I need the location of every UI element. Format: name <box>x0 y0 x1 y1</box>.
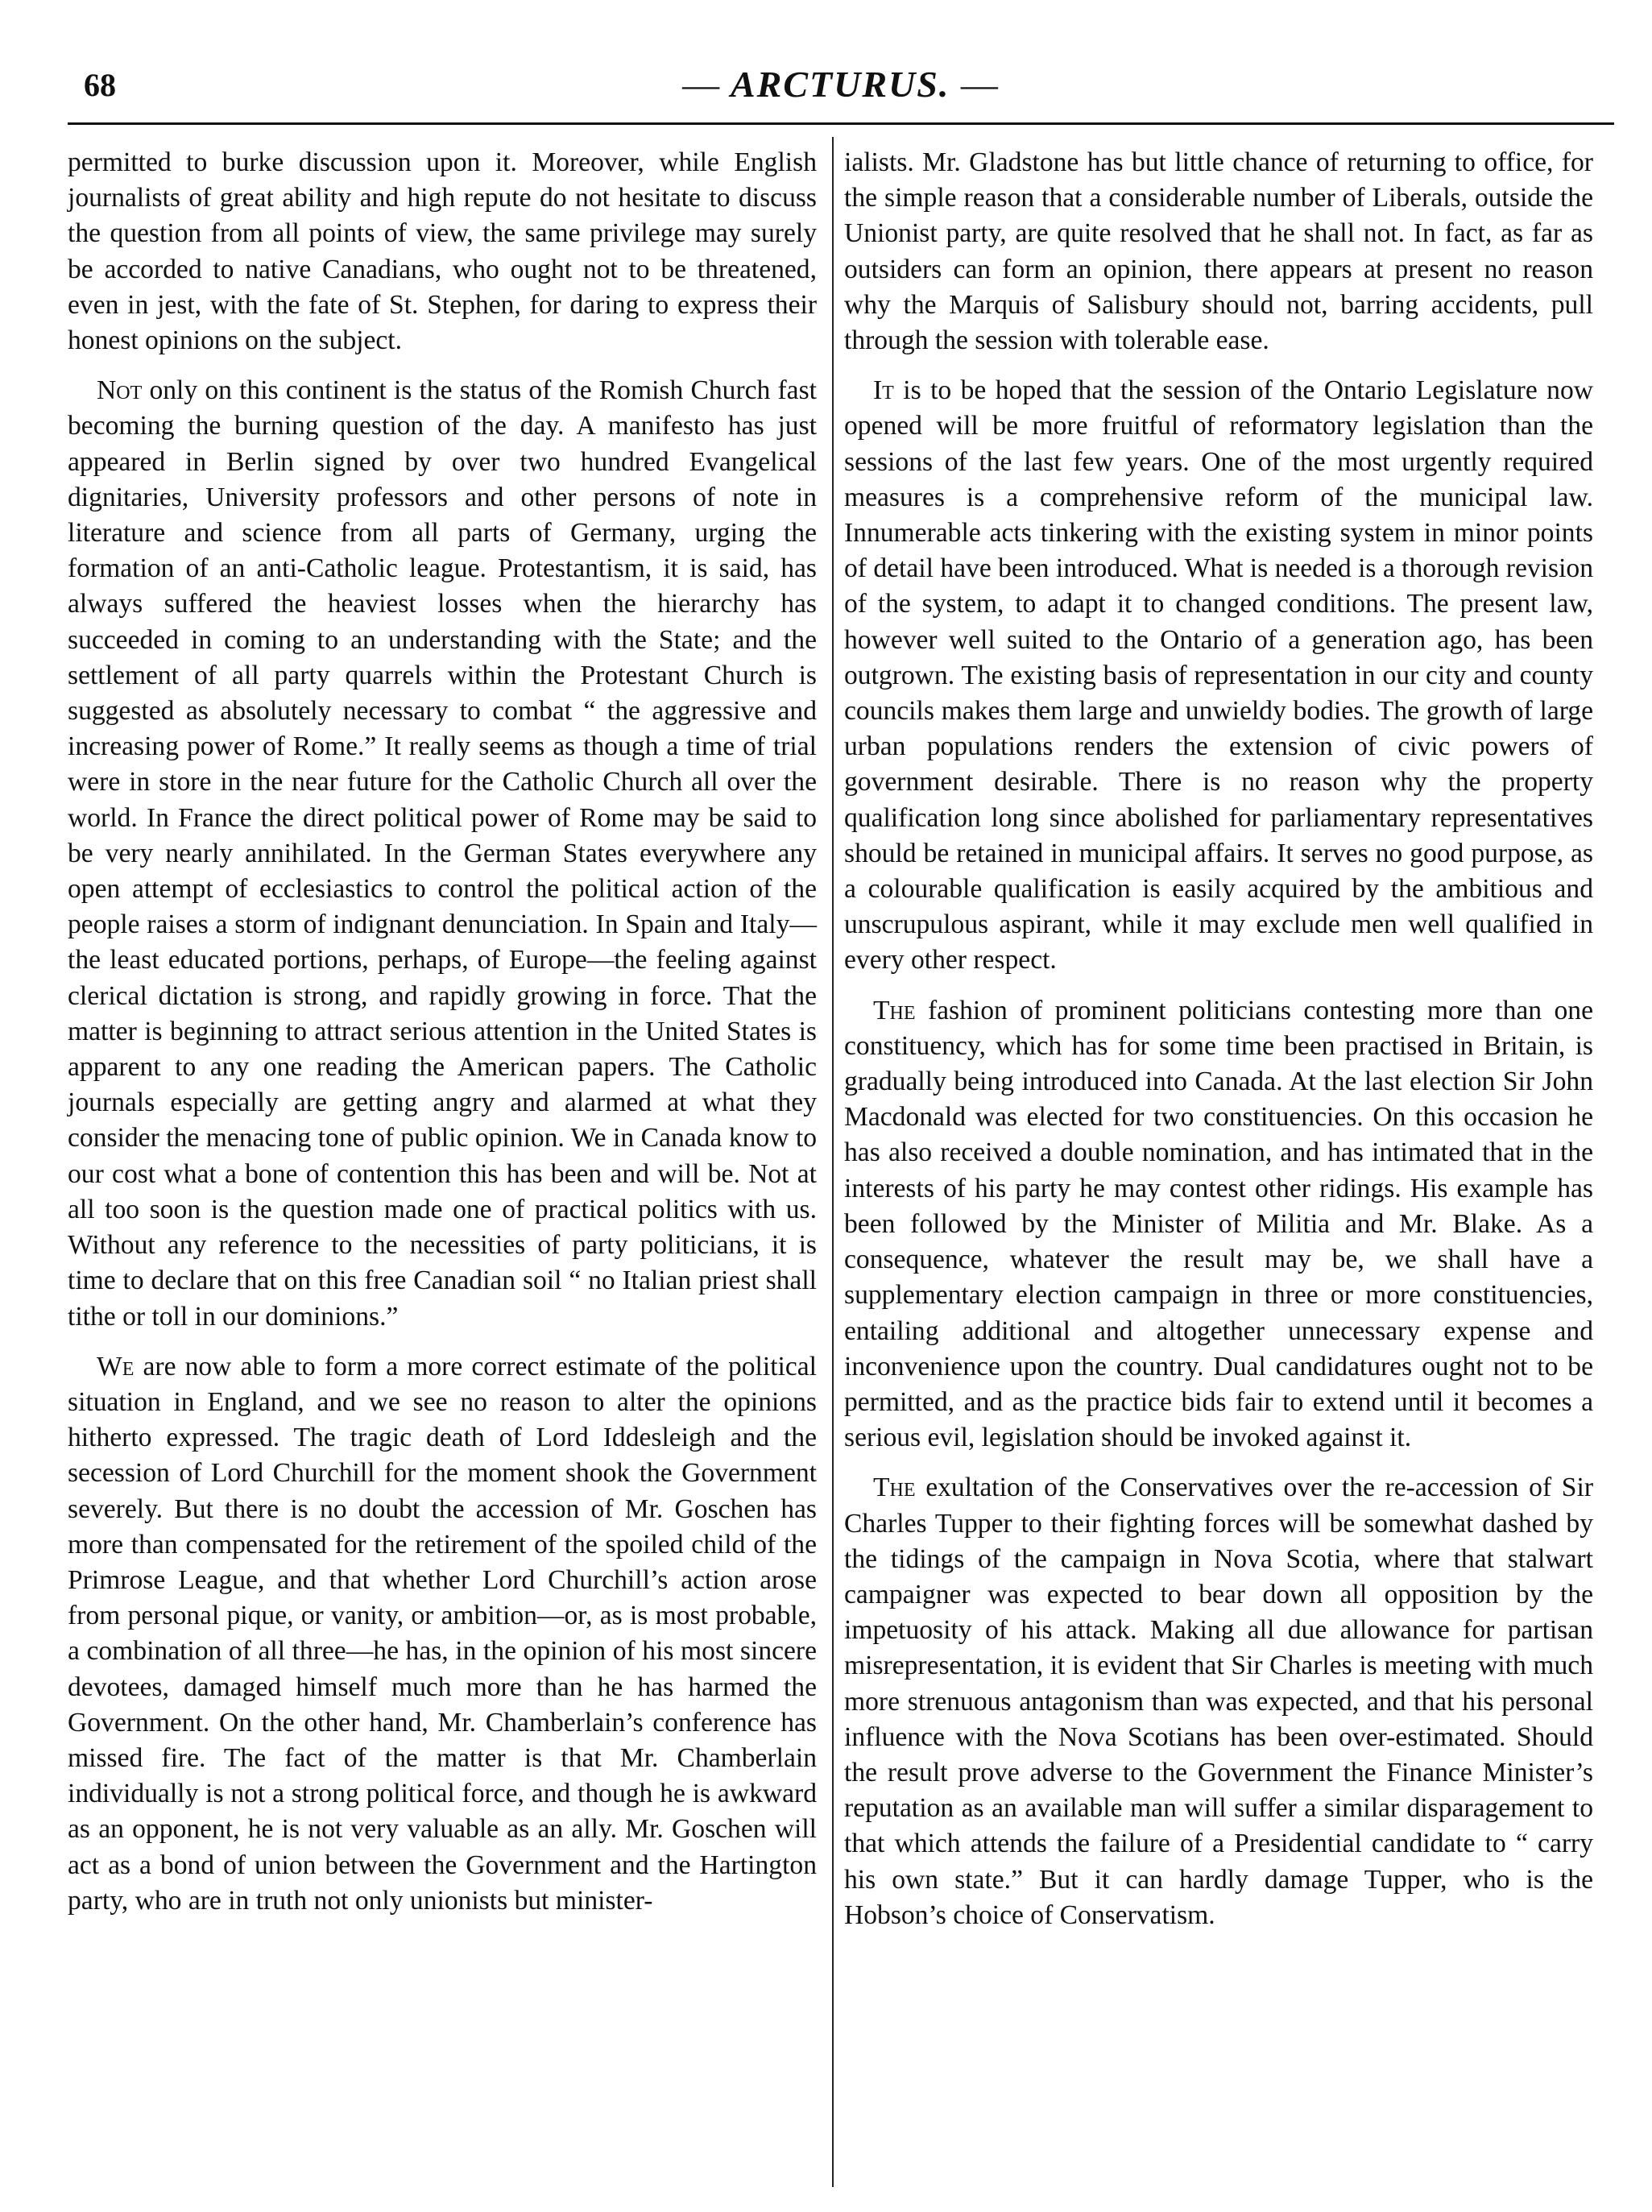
paragraph-left-2 <box>68 373 817 1334</box>
paragraph-lead: It <box>873 375 894 406</box>
paragraph-text: permitted to burke discussion upon it. Moreover, while English journalists of great ability and high repute do not hesitate to discuss the question from all points of view, the same privilege may surely be accorded to native Canadians, who ought not to be threatened, even in jest, with the fate of St. Stephen, for daring to express their honest opinions on the subject. <box>68 147 817 356</box>
paragraph-lead: The <box>873 1473 916 1503</box>
paragraph-text: is to be hoped that the session of the Ontario Legislature now opened will be more fruitful of reformatory legislation than the sessions of the last few years. One of the most urgently required measures is a comprehensive reform of the municipal law. Innumerable acts tinkering with the existing system in minor points of detail have been introduced. What is needed is a thorough revision of the system, to adapt it to changed conditions. The present law, however well suited to the Ontario of a generation ago, has been outgrown. The existing basis of representation in our city and county councils makes them large and unwieldy bodies. The growth of large urban populations renders the extension of civic powers of government desirable. There is no reason why the property qualification long since abolished for parliamentary representatives should be retained in municipal affairs. It serves no good purpose, as a colourable qualification is easily acquired by the ambitious and unscrupulous aspirant, while it may exclude men well qualified in every other respect. <box>844 375 1593 976</box>
title-dash-left: — <box>682 64 722 105</box>
page-number: 68 <box>84 67 116 103</box>
column-divider <box>832 137 834 2187</box>
paragraph-left-3 <box>68 1349 817 1919</box>
publication-title: ARCTURUS. <box>730 64 950 105</box>
paragraph-right-2 <box>844 373 1593 978</box>
title-dash-right: — <box>960 64 1000 105</box>
paragraph-text: fashion of prominent politicians contesting more than one constituency, which has for some time been practised in Britain, is gradually being introduced into Canada. At the last election Sir John Macdonald was elected for two constituencies. On this occasion he has also received a double nomination, and has intimated that in the interests of his party he may contest other ridings. His example has been followed by the Minister of Militia and Mr. Blake. As a consequence, whatever the result may be, we shall have a supplementary election campaign in three or more constituencies, entailing additional and altogether unnecessary expense and inconvenience upon the country. Dual candidatures ought not to be permitted, and as the practice bids fair to extend until it becomes a serious evil, legislation should be invoked against it. <box>844 995 1593 1453</box>
paragraph-text: exultation of the Conservatives over the re-accession of Sir Charles Tupper to their fighting forces will be somewhat dashed by the tidings of the campaign in Nova Scotia, where that stalwart campaigner was expected to bear down all opposition by the impetuosity of his attack. Making all due allowance for partisan misrepresentation, it is evident that Sir Charles is meeting with much more strenuous antagonism than was expected, and that his personal influence with the Nova Scotians has been over-estimated. Should the result prove adverse to the Government the Finance Minister’s reputation as an available man will suffer a similar disparagement to that which attends the failure of a Presidential candidate to “ carry his own state.” But it can hardly damage Tupper, who is the Hobson’s choice of Conservatism. <box>844 1473 1593 1930</box>
left-column <box>68 145 817 2175</box>
paragraph-text: only on this continent is the status of the Romish Church fast becoming the burning question of the day. A manifesto has just appeared in Berlin signed by over two hundred Evangelical dignitaries, University professors and other persons of note in literature and science from all parts of Germany, urging the formation of an anti-Catholic league. Protestantism, it is said, has always suffered the heaviest losses when the hierarchy has succeeded in coming to an understanding with the State; and the settlement of all party quarrels within the Protestant Church is suggested as absolutely necessary to combat “ the aggressive and increasing power of Rome.” It really seems as though a time of trial were in store in the near future for the Catholic Church all over the world. In France the direct political power of Rome may be said to be very nearly annihilated. In the German States everywhere any open attempt of ecclesiastics to control the political action of the people raises a storm of indignant denunciation. In Spain and Italy—the least educated portions, perhaps, of Europe—the feeling against clerical dictation is strong, and rapidly growing in force. That the matter is beginning to attract serious attention in the United States is apparent to any one reading the American papers. The Catholic journals especially are getting angry and alarmed at what they consider the menacing tone of public opinion. We in Canada know to our cost what a bone of contention this has been and will be. Not at all too soon is the question made one of practical politics with us. Without any reference to the necessities of party politicians, it is time to declare that on this free Canadian soil “ no Italian priest shall tithe or toll in our dominions.” <box>68 375 817 1332</box>
paragraph-right-1 <box>844 145 1593 358</box>
paragraph-left-1 <box>68 145 817 358</box>
paragraph-text: are now able to form a more correct estimate of the political situation in England, and we see no reason to alter the opinions hitherto expressed. The tragic death of Lord Iddesleigh and the secession of Lord Churchill for the moment shook the Government severely. But there is no doubt the accession of Mr. Goschen has more than compensated for the retirement of the spoiled child of the Primrose League, and that whether Lord Churchill’s action arose from personal pique, or vanity, or ambition—or, as is most probable, a combination of all three—he has, in the opinion of his most sincere devotees, damaged himself much more than he has harmed the Government. On the other hand, Mr. Chamberlain’s conference has missed fire. The fact of the matter is that Mr. Chamberlain individually is not a strong political force, and though he is awkward as an opponent, he is not very valuable as an ally. Mr. Goschen will act as a bond of union between the Government and the Hartington party, who are in truth not only unionists but minister- <box>68 1351 817 1916</box>
running-header <box>68 58 1614 125</box>
running-title <box>68 63 1614 106</box>
paragraph-text: ialists. Mr. Gladstone has but little chance of returning to office, for the simple reason that a considerable number of Liberals, outside the Unionist party, are quite resolved that he shall not. In fact, as far as outsiders can form an opinion, there appears at present no reason why the Marquis of Salisbury should not, barring accidents, pull through the session with tolerable ease. <box>844 147 1593 356</box>
paragraph-right-4 <box>844 1470 1593 1933</box>
paragraph-lead: Not <box>97 375 143 406</box>
right-column <box>844 145 1593 2175</box>
paragraph-right-3 <box>844 993 1593 1456</box>
paragraph-lead: The <box>873 995 916 1025</box>
paragraph-lead: We <box>97 1351 135 1381</box>
